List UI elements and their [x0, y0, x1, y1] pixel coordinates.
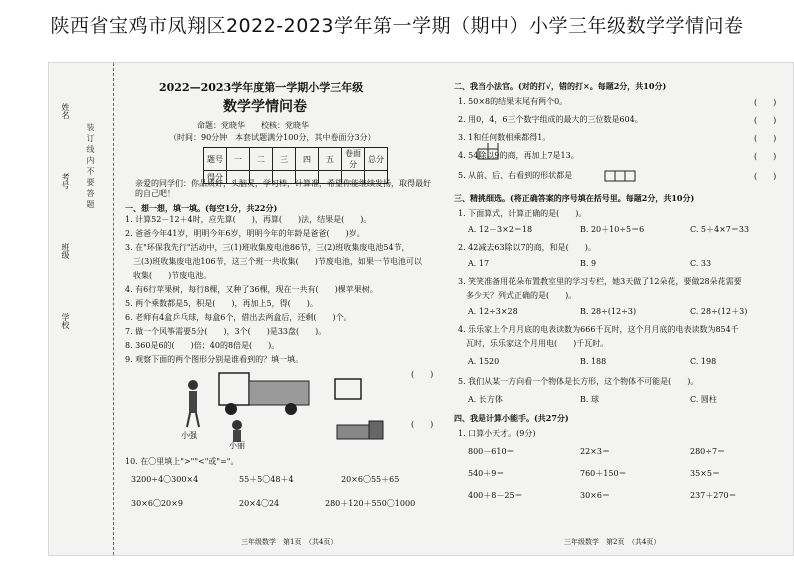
question-1-5: 5. 两个乘数都是5，积是( )，再加上5，得( )。 [125, 299, 318, 308]
calc-item: 400＋8－25＝ [468, 491, 523, 500]
mc-option[interactable]: C. 圆柱 [690, 395, 717, 404]
mc-question: 2. 42减去63除以7的商，和是( )。 [458, 243, 596, 252]
score-table-header: 二 [250, 148, 273, 171]
tf-question: 5. 从前、后、右看到的形状都是 [458, 171, 573, 180]
mc-question: 3. 笑笑准备用花朵布置教室里的学习专栏，她3天做了12朵花，要做28朵花需要 [458, 277, 742, 286]
answer-paren[interactable]: ( ) [754, 98, 777, 107]
question-1-3: 3. 在"环保我先行"活动中，三(1)班收集废电池86节，三(2)班收集废电池54节， [125, 243, 410, 252]
score-row-label: 得分 [204, 171, 227, 184]
mc-option[interactable]: B. 188 [580, 357, 607, 366]
answer-paren[interactable]: ( ) [754, 152, 777, 161]
page-1 [119, 63, 449, 555]
child-label-xiaoli: 小丽 [229, 441, 245, 450]
answer-paren[interactable]: ( ) [411, 370, 434, 379]
compare-item: 30×6〇20×9 [131, 499, 183, 508]
compare-item: 55＋5〇48＋4 [239, 475, 294, 484]
mc-option[interactable]: C. 198 [690, 357, 717, 366]
answer-paren[interactable]: ( ) [754, 116, 777, 125]
mc-option[interactable]: C. 33 [690, 259, 712, 268]
mc-option[interactable]: B. 20＋10÷5＝6 [580, 225, 645, 234]
exam-time-note: （时间：90分钟 本套试题满分100分，其中卷面分3分） [169, 133, 376, 142]
question-1-8: 8. 360是6的( )倍；40的8倍是( )。 [125, 341, 280, 350]
name-field-label: 姓名 [61, 103, 70, 119]
compare-item: 20×4〇24 [239, 499, 280, 508]
calc-subtitle: 1. 口算小天才。(9分) [458, 429, 536, 438]
mc-question: 4. 乐乐家上个月月底的电表读数为666千瓦时，这个月月底的电表读数为854千 [458, 325, 739, 334]
section-4-title: 四、我是计算小能手。(共27分) [454, 413, 569, 423]
exam-intro: 亲爱的同学们：你品质好，头脑灵，学习棒，计算准，希望你能继续发扬，取得最好的自己吧！ [135, 179, 431, 198]
mc-option[interactable]: B. 9 [580, 259, 597, 268]
compare-item: 280＋120＋550〇1000 [325, 499, 416, 508]
tf-question: 1. 50×8的结果末尾有两个0。 [458, 97, 568, 106]
block-shape-icon [604, 167, 638, 183]
section-3-title: 三、精挑细选。(将正确答案的序号填在括号里。每题2分，共10分) [454, 193, 695, 203]
score-table-header: 四 [296, 148, 319, 171]
calc-item: 22×3＝ [580, 447, 610, 456]
mc-option[interactable]: A. 1520 [468, 357, 500, 366]
tf-question: 4. 54除以9的商，再加上7是13。 [458, 151, 579, 160]
cube-stack-icon [476, 143, 516, 163]
score-table-header: 卷面分 [342, 148, 365, 171]
mc-option[interactable]: B. 28÷(12÷3) [580, 307, 637, 316]
mc-option[interactable]: A. 长方体 [468, 395, 503, 404]
exam-header-line1: 2022—2023学年度第一学期小学三年级 [159, 81, 364, 94]
calc-item: 35×5＝ [690, 469, 720, 478]
answer-paren[interactable]: ( ) [754, 134, 777, 143]
class-field-label: 班级 [61, 243, 70, 259]
exam-sheet-scan [48, 62, 794, 556]
calc-item: 800－610＝ [468, 447, 515, 456]
mc-option[interactable]: A. 12÷3×28 [468, 307, 518, 316]
score-table-header: 三 [273, 148, 296, 171]
question-1-3-cont2: 收集( )节废电池。 [125, 271, 212, 280]
child-label-xiaoqiang: 小强 [181, 431, 197, 440]
question-1-2: 2. 爸爸今年41岁，明明今年6岁，明明今年的年龄是爸爸( )岁。 [125, 229, 365, 238]
calc-item: 280÷7＝ [690, 447, 726, 456]
calc-item: 30×6＝ [580, 491, 610, 500]
tf-question: 2. 用0，4，6三个数字组成的最大的三位数是604。 [458, 115, 643, 124]
exam-header-line2: 数学学情问卷 [223, 99, 307, 115]
question-1-7: 7. 做一个风筝需要5分( )，3个( )是33盘( )。 [125, 327, 327, 336]
mc-question-cont: 多少天？列式正确的是( )。 [458, 291, 577, 300]
calc-item: 237＋270＝ [690, 491, 737, 500]
exam-no-field-label: 考号 [61, 173, 70, 189]
score-table-header: 总分 [365, 148, 388, 171]
question-1-6: 6. 老师有4盒乒乓球，每盒6个，借出去两盒后，还剩( )个。 [125, 313, 352, 322]
question-1-3-cont: 三(3)班收集废电池106节，这三个班一共收集( )节废电池，如果一节电池可以 [125, 257, 422, 266]
page-footer: 三年级数学 第2页 （共4页） [564, 538, 661, 546]
score-table-header: 题号 [204, 148, 227, 171]
section-1-title: 一、想一想，填一填。(每空1分，共22分) [125, 203, 278, 213]
answer-paren[interactable]: ( ) [411, 420, 434, 429]
tf-question: 3. 1和任何数相乘都得1。 [458, 133, 551, 142]
mc-option[interactable]: A. 12－3×2＝18 [468, 225, 533, 234]
question-1-4: 4. 有6行苹果树，每行8棵，又种了36棵，现在一共有( )棵苹果树。 [125, 285, 378, 294]
mc-question: 1. 下面算式，计算正确的是( )。 [458, 209, 587, 218]
page-footer: 三年级数学 第1页 （共4页） [241, 538, 338, 546]
question-1-10: 10. 在〇里填上">""<"或"="。 [125, 457, 239, 466]
calc-item: 760＋150＝ [580, 469, 627, 478]
page-title: 陕西省宝鸡市凤翔区2022-2023学年第一学期（期中）小学三年级数学学情问卷 [50, 15, 744, 37]
page-2 [454, 63, 790, 555]
exam-authors: 命题：党晓华 校核：党晓华 [197, 121, 309, 130]
calc-item: 540＋9＝ [468, 469, 505, 478]
mc-question: 5. 我们从某一方向看一个物体是长方形，这个物体不可能是( )。 [458, 377, 699, 386]
mc-option[interactable]: B. 球 [580, 395, 599, 404]
answer-paren[interactable]: ( ) [754, 172, 777, 181]
section-2-title: 二、我当小法官。(对的打√，错的打×。每题2分，共10分) [454, 81, 667, 91]
binding-strip [49, 63, 114, 555]
truck-observation-figure [179, 365, 409, 445]
mc-option[interactable]: C. 28÷(12＋3) [690, 307, 748, 316]
score-table-header: 五 [319, 148, 342, 171]
score-table-header: 一 [227, 148, 250, 171]
binding-note: 装订线内不要答题 [86, 123, 95, 211]
mc-option[interactable]: C. 5＋4×7＝33 [690, 225, 750, 234]
question-1-1: 1. 计算52－12＋4时，应先算( )，再算( )法，结果是( )。 [125, 215, 372, 224]
mc-option[interactable]: A. 17 [468, 259, 490, 268]
school-field-label: 学校 [61, 313, 70, 329]
question-1-9: 9. 观察下面的两个图形分别是谁看到的？填一填。 [125, 355, 304, 364]
mc-question-cont: 瓦时，乐乐家这个月用电( )千瓦时。 [458, 339, 609, 348]
compare-item: 3200÷4〇300×4 [131, 475, 199, 484]
compare-item: 20×6〇55＋65 [341, 475, 400, 484]
